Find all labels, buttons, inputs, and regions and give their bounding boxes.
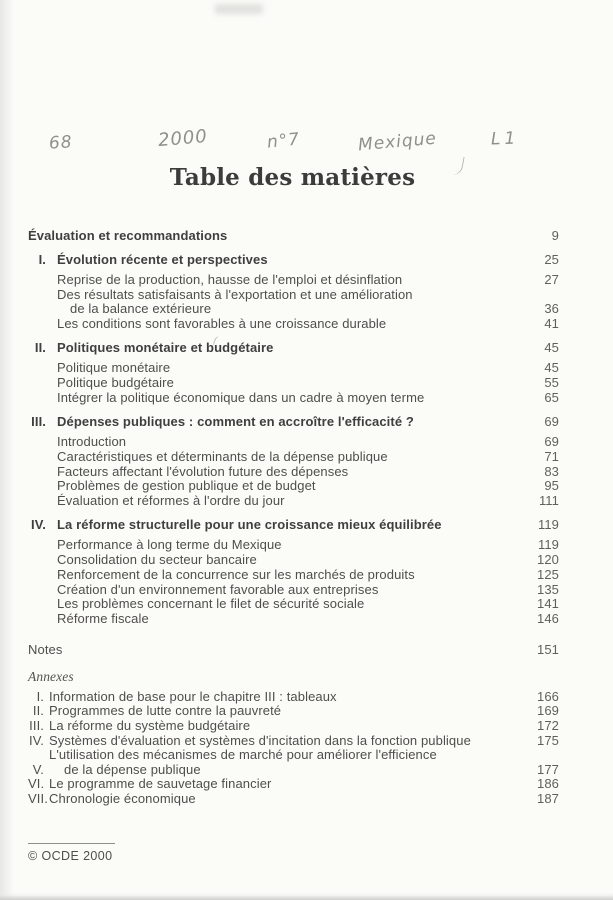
toc-entry-number: IV.	[28, 732, 44, 748]
toc-entry-page: 71	[544, 448, 559, 464]
toc-entry	[28, 391, 559, 405]
toc-entry-page: 83	[544, 463, 559, 479]
toc-entry-label: Intégrer la politique économique dans un cadre à moyen terme	[57, 389, 425, 405]
toc-entry	[28, 273, 559, 287]
toc-entry-page: 146	[537, 610, 559, 626]
toc-entry-page: 135	[537, 581, 559, 597]
toc-entry-label: Performance à long terme du Mexique	[57, 537, 282, 553]
toc-entry-page: 187	[537, 791, 559, 806]
toc-entry-label: La réforme du système budgétaire	[49, 717, 251, 733]
toc-entry-label: Renforcement de la concurrence sur les marchés de produits	[57, 566, 415, 582]
toc-entry-label: Politiques monétaire et budgétaire	[57, 340, 274, 356]
toc-entry-label: Notes	[28, 642, 63, 658]
toc-entry-page: 45	[544, 360, 559, 376]
toc-entry-page: 95	[544, 478, 559, 494]
toc-entry-page: 175	[537, 732, 559, 748]
toc-entry-number: III.	[29, 717, 44, 733]
toc-entry	[28, 361, 559, 375]
toc-entry-page: 69	[544, 434, 559, 450]
toc-entry-page: 169	[537, 703, 559, 719]
toc-entry	[28, 415, 559, 429]
toc-entry	[28, 450, 559, 464]
toc-entry-label: Annexes	[28, 669, 74, 685]
toc-entry-label: Politique budgétaire	[57, 375, 174, 391]
toc-entry-page: 69	[544, 414, 559, 430]
toc-entry	[28, 643, 559, 657]
toc-entry-page: 166	[537, 688, 559, 704]
toc-entry-label: Politique monétaire	[57, 360, 171, 376]
toc-entry	[28, 597, 559, 611]
toc-entry-label: Dépenses publiques : comment en accroître l'efficacité ?	[57, 414, 414, 430]
copyright-text: © OCDE 2000	[28, 849, 113, 863]
toc-entry-page: 120	[537, 552, 559, 568]
toc-entry	[28, 538, 559, 552]
toc-entry-label: Les problèmes concernant le filet de sécurité sociale	[57, 596, 365, 612]
handwritten-note: 2000	[157, 125, 209, 152]
toc-entry	[28, 518, 559, 532]
toc-entry	[28, 465, 559, 479]
toc-entry-number: III.	[31, 414, 46, 430]
toc-entry	[28, 317, 559, 331]
toc-entry	[28, 288, 559, 316]
handwritten-note: 68	[48, 132, 74, 154]
toc-entry	[28, 568, 559, 582]
toc-entry-page: 119	[537, 537, 559, 553]
toc-entry-page: 125	[537, 566, 559, 582]
toc-entry-number: II.	[32, 703, 44, 719]
toc-entry-page: 141	[537, 596, 559, 612]
toc-entry	[28, 690, 559, 704]
toc-entry-number: I.	[36, 688, 44, 704]
toc-entry	[28, 494, 559, 508]
toc-entry-label: La réforme structurelle pour une croissance mieux équilibrée	[57, 517, 442, 533]
toc-entry-label: Évaluation et recommandations	[28, 228, 228, 243]
toc-entry	[28, 704, 559, 718]
handwritten-note: n°7	[266, 129, 302, 153]
toc-entry-page: 177	[537, 761, 559, 777]
toc-entry	[28, 777, 559, 791]
toc-entry-label: Réforme fiscale	[57, 610, 149, 626]
toc-entry-label: Introduction	[57, 434, 127, 450]
toc-entry-label: Reprise de la production, hausse de l'emploi et désinflation	[57, 272, 403, 288]
scan-smudge-artifact	[215, 4, 263, 14]
toc-entry-label: Chronologie économique	[49, 791, 196, 806]
toc-entry	[28, 435, 559, 449]
toc-entry-page: 36	[544, 301, 559, 317]
toc-entry	[28, 341, 559, 355]
toc-entry-label: Le programme de sauvetage financier	[49, 776, 272, 792]
toc-entry-number: VI.	[28, 776, 45, 792]
toc-entry-label: Problèmes de gestion publique et de budget	[57, 478, 316, 494]
toc-entry-page: 27	[544, 272, 559, 288]
toc-entry-label: L'utilisation des mécanismes de marché pour améliorer l'efficience de la dépense publique	[49, 747, 437, 777]
toc-entry-label: Caractéristiques et déterminants de la dépense publique	[57, 448, 388, 464]
toc-entry-page: 41	[544, 316, 559, 332]
toc-entry	[28, 734, 559, 748]
toc-entry-label: Création d'un environnement favorable aux entreprises	[57, 581, 379, 597]
handwritten-note: L1	[490, 128, 520, 150]
toc-entry-page: 111	[538, 493, 559, 509]
footer-rule	[28, 843, 115, 844]
toc-entry-number: II.	[34, 340, 46, 356]
toc-entry-page: 25	[544, 252, 559, 268]
toc-entry	[28, 229, 559, 243]
toc-entry-label: Des résultats satisfaisants à l'exportation et une amélioration de la balance extérieure	[57, 287, 413, 317]
toc-entry-page: 151	[537, 642, 559, 658]
toc-entry	[28, 253, 559, 267]
toc-entry-page: 119	[537, 517, 559, 533]
toc-entry-label: Évolution récente et perspectives	[57, 252, 268, 268]
toc-entry-number: V.	[32, 761, 44, 777]
toc-entry	[28, 612, 559, 626]
toc-entry-label: Information de base pour le chapitre III : tableaux	[49, 688, 337, 704]
toc-entry	[28, 719, 559, 733]
toc	[28, 229, 559, 806]
toc-entry-number: VII.	[28, 791, 48, 806]
toc-entry-page: 172	[537, 717, 559, 733]
page-title: Table des matières	[169, 164, 416, 191]
toc-entry-number: I.	[38, 252, 46, 268]
toc-entry-page: 55	[544, 375, 559, 391]
toc-entry-page: 45	[544, 340, 559, 356]
toc-entry-number: IV.	[30, 517, 46, 533]
toc-entry-page: 186	[537, 776, 559, 792]
toc-entry-label: Facteurs affectant l'évolution future des dépenses	[57, 463, 349, 479]
toc-entry	[28, 553, 559, 567]
toc-entry-label: Programmes de lutte contre la pauvreté	[49, 703, 282, 719]
toc-entry	[28, 748, 559, 776]
handwritten-note: Mexique	[357, 128, 438, 156]
toc-entry-page: 65	[544, 389, 559, 405]
toc-entry	[28, 479, 559, 493]
toc-entry-page: 9	[551, 228, 559, 243]
toc-entry-label: Évaluation et réformes à l'ordre du jour	[57, 493, 285, 509]
toc-entry	[28, 376, 559, 390]
toc-entry	[28, 670, 559, 684]
toc-entry	[28, 583, 559, 597]
toc-entry	[28, 792, 559, 806]
toc-entry-label: Les conditions sont favorables à une croissance durable	[57, 316, 387, 332]
toc-entry-label: Consolidation du secteur bancaire	[57, 552, 257, 568]
toc-entry-label: Systèmes d'évaluation et systèmes d'incitation dans la fonction publique	[49, 732, 471, 748]
